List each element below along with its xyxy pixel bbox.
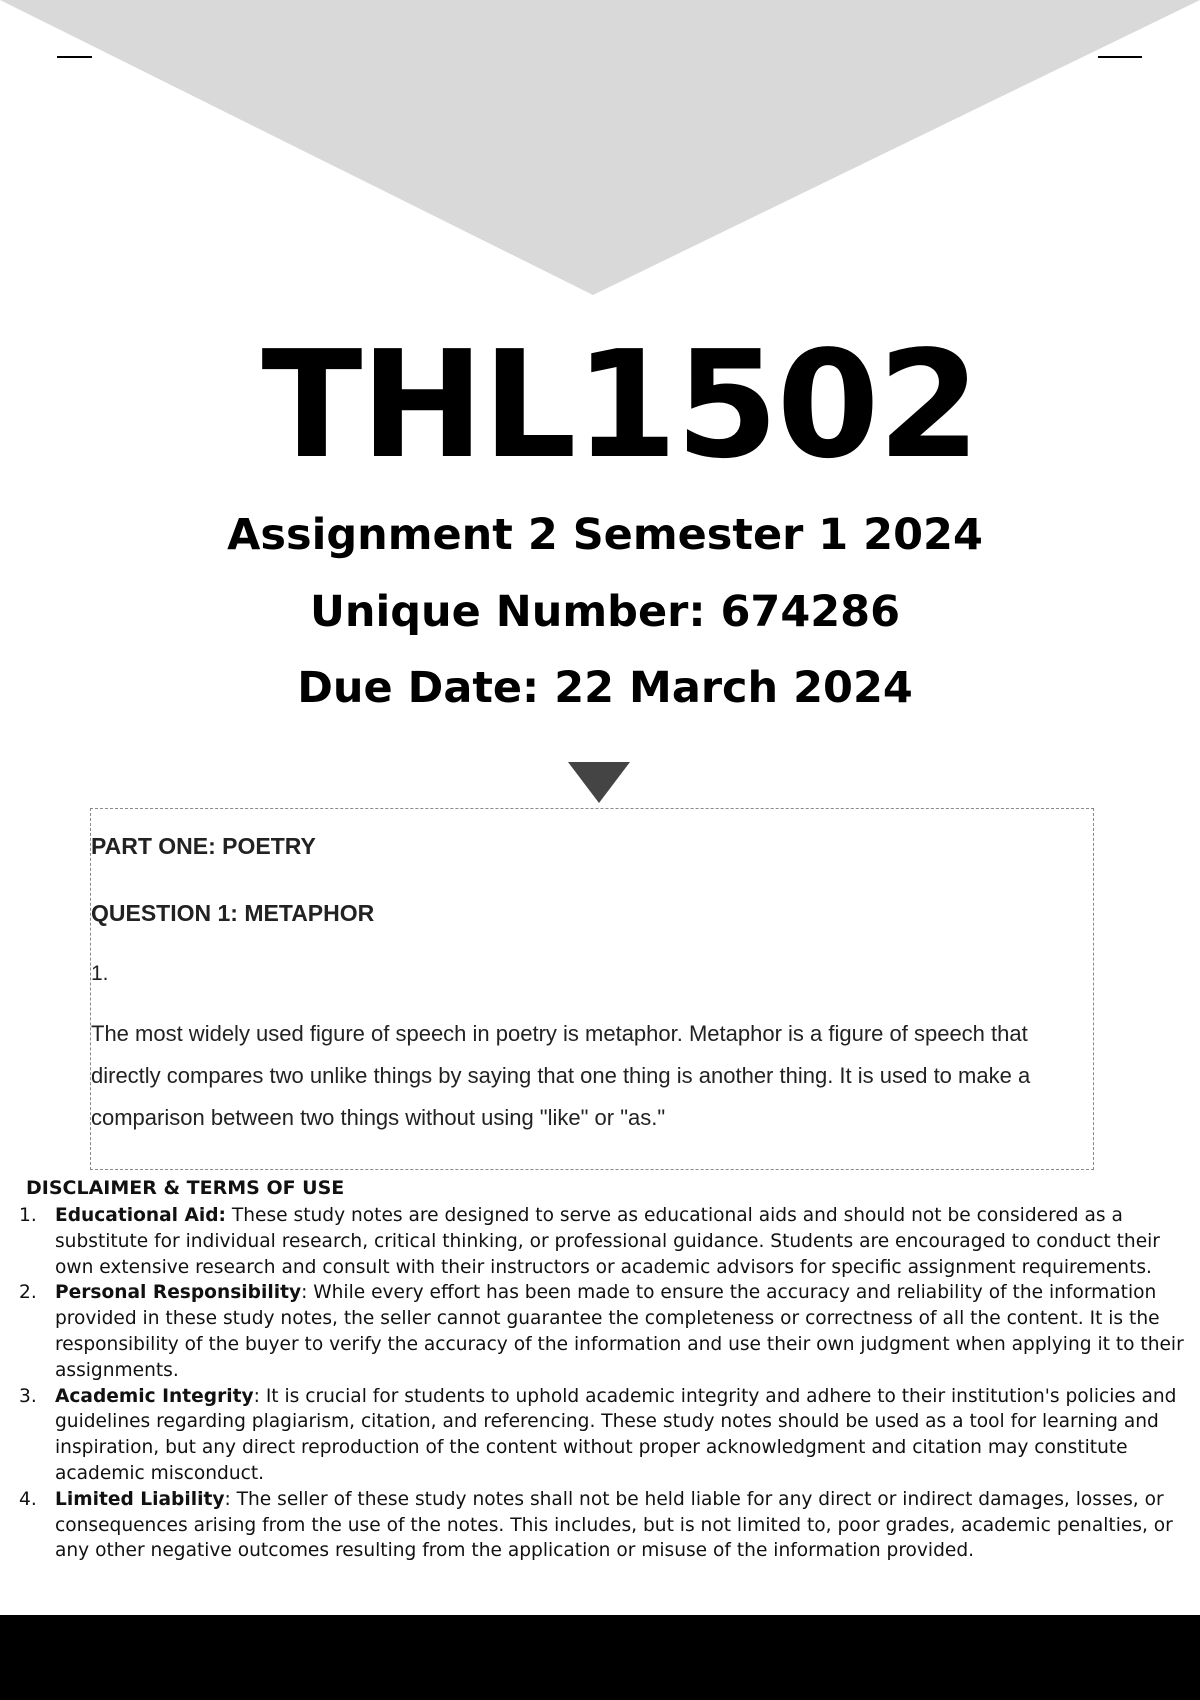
terms-item-title: Limited Liability [55, 1488, 225, 1510]
top-chevron-banner [0, 0, 1200, 295]
terms-item-title: Academic Integrity [55, 1385, 254, 1407]
terms-item-number: 3. [19, 1385, 37, 1407]
preview-paragraph: The most widely used figure of speech in poetry is metaphor. Metaphor is a figure of speech that directly compares two unlike things by saying that one thing is another thing. It is used to make a comparison between two things without using "like" or "as." [91, 1021, 1031, 1130]
terms-item-text: : It is crucial for students to uphold academic integrity and adhere to their institution's policies and guidelines regarding plagiarism, citation, and referencing. These study notes should be used as a tool for learning and inspiration, but any direct reproduction of the content without proper acknowledgment and citation may constitute academic misconduct. [55, 1385, 1177, 1484]
terms-item [0, 1384, 1200, 1487]
item-number: 1. [91, 962, 109, 985]
terms-item [0, 1487, 1200, 1564]
terms-item-number: 2. [19, 1282, 37, 1304]
terms-list [0, 1203, 1200, 1564]
terms-item-text: : While every effort has been made to ensure the accuracy and reliability of the information provided in these study notes, the seller cannot guarantee the completeness or correctness of all the content. It is the responsibility of the buyer to verify the accuracy of the information and use their own judgment when applying it to their assignments. [55, 1282, 1184, 1381]
terms-item-title: Personal Responsibility [55, 1282, 302, 1304]
question-heading: QUESTION 1: METAPHOR [91, 900, 375, 926]
terms-item-number: 1. [19, 1205, 37, 1226]
unique-number: Unique Number: 674286 [309, 587, 901, 637]
assignment-subtitle: Assignment 2 Semester 1 2024 [227, 510, 983, 560]
due-date: Due Date: 22 March 2024 [297, 663, 913, 713]
terms-item [0, 1203, 1200, 1280]
terms-item [0, 1280, 1200, 1383]
terms-item-text: These study notes are designed to serve as educational aids and should not be considered as a substitute for individual research, critical thinking, or professional guidance. Students are encouraged to conduct their own extensive research and consult with their instructors or academic advisors for specific assignment requirements. [55, 1205, 1160, 1278]
part-heading: PART ONE: POETRY [91, 833, 316, 859]
down-arrow-icon [568, 762, 630, 803]
terms-item-text: : The seller of these study notes shall not be held liable for any direct or indirect damages, losses, or consequences arising from the use of the notes. This includes, but is not limited to, poor grades, academic penalties, or any other negative outcomes resulting from the application or misuse of the information provided. [55, 1488, 1173, 1562]
course-code-title: THL1502 [261, 319, 979, 491]
terms-item-number: 4. [19, 1488, 37, 1510]
footer-bar [0, 1615, 1200, 1700]
terms-item-title: Educational Aid: [55, 1205, 226, 1226]
disclaimer-title: DISCLAIMER & TERMS OF USE [26, 1177, 345, 1199]
content-preview-box [90, 808, 1094, 1170]
